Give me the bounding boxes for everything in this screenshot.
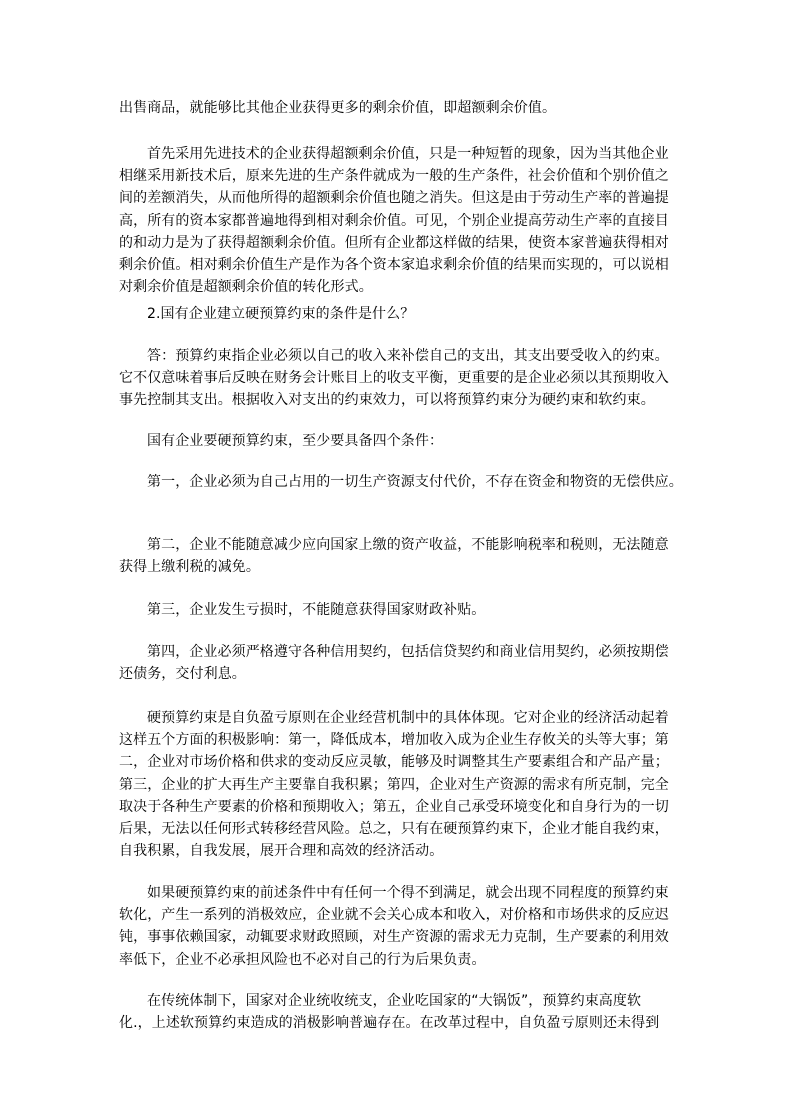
text-line: 2.国有企业建立硬预算约束的条件是什么？ <box>147 306 415 322</box>
text-line: 钝，事事依赖国家，动辄要求财政照顾，对生产资源的需求无力克制，生产要素的利用效 <box>119 929 669 945</box>
text-line: 获得上缴利税的减免。 <box>119 559 260 575</box>
text-line: 二，企业对市场价格和供求的变动反应灵敏，能够及时调整其生产要素组合和产品产量； <box>119 754 669 770</box>
text-line: 国有企业要硬预算约束，至少要具备四个条件： <box>147 433 444 449</box>
text-line: 出售商品，就能够比其他企业获得更多的剩余价值，即超额剩余价值。 <box>119 100 557 116</box>
text-line: 第四，企业必须严格遵守各种信用契约，包括信贷契约和商业信用契约，必须按期偿 <box>147 644 669 660</box>
text-line: 间的差额消失，从而他所得的超额剩余价值也随之消失。但这是由于劳动生产率的普遍提 <box>119 190 669 206</box>
text-line: 答：预算约束指企业必须以自己的收入来补偿自己的支出，其支出要受收入的约束。 <box>147 348 669 364</box>
text-line: 第一，企业必须为自己占用的一切生产资源支付代价，不存在资金和物资的无偿供应。 <box>147 474 683 490</box>
text-line: 在传统体制下，国家对企业统收统支，企业吃国家的“大锅饭”，预算约束高度软 <box>147 993 642 1009</box>
text-line: 化.，上述软预算约束造成的消极影响普遍存在。在改革过程中，自负盈亏原则还未得到 <box>119 1015 660 1031</box>
text-line: 率低下，企业不必承担风险也不必对自己的行为后果负责。 <box>119 952 486 968</box>
text-line: 如果硬预算约束的前述条件中有任何一个得不到满足，就会出现不同程度的预算约束 <box>147 885 669 901</box>
text-line: 剩余价值。相对剩余价值生产是作为各个资本家追求剩余价值的结果而实现的，可以说相 <box>119 257 669 273</box>
text-line: 它不仅意味着事后反映在财务会计账目上的收支平衡，更重要的是企业必须以其预期收入 <box>119 370 669 386</box>
text-line: 软化，产生一系列的消极效应，企业就不会关心成本和收入，对价格和市场供求的反应迟 <box>119 907 669 923</box>
text-line: 事先控制其支出。根据收入对支出的约束效力，可以将预算约束分为硬约束和软约束。 <box>119 392 655 408</box>
text-line: 第二，企业不能随意减少应向国家上缴的资产收益，不能影响税率和税则，无法随意 <box>147 537 669 553</box>
text-line: 第三，企业的扩大再生产主要靠自我积累；第四，企业对生产资源的需求有所克制，完全 <box>119 777 669 793</box>
text-line: 高，所有的资本家都普遍地得到相对剩余价值。可见，个别企业提高劳动生产率的直接目 <box>119 213 669 229</box>
text-line: 后果，无法以任何形式转移经营风险。总之，只有在硬预算约束下，企业才能自我约束， <box>119 821 669 837</box>
text-line: 第三，企业发生亏损时，不能随意获得国家财政补贴。 <box>147 602 486 618</box>
text-line: 首先采用先进技术的企业获得超额剩余价值，只是一种短暂的现象，因为当其他企业 <box>147 146 669 162</box>
text-line: 相继采用新技术后，原来先进的生产条件就成为一般的生产条件，社会价值和个别价值之 <box>119 168 669 184</box>
text-line: 这样五个方面的积极影响：第一，降低成本，增加收入成为企业生存攸关的头等大事；第 <box>119 732 669 748</box>
text-line: 的和动力是为了获得超额剩余价值。但所有企业都这样做的结果，使资本家普遍获得相对 <box>119 235 669 251</box>
text-line: 自我积累，自我发展，展开合理和高效的经济活动。 <box>119 843 444 859</box>
text-line: 取决于各种生产要素的价格和预期收入；第五，企业自己承受环境变化和自身行为的一切 <box>119 799 669 815</box>
text-line: 对剩余价值是超额剩余价值的转化形式。 <box>119 279 373 295</box>
text-line: 硬预算约束是自负盈亏原则在企业经营机制中的具体体现。它对企业的经济活动起着 <box>147 710 669 726</box>
text-line: 还债务，交付利息。 <box>119 666 246 682</box>
